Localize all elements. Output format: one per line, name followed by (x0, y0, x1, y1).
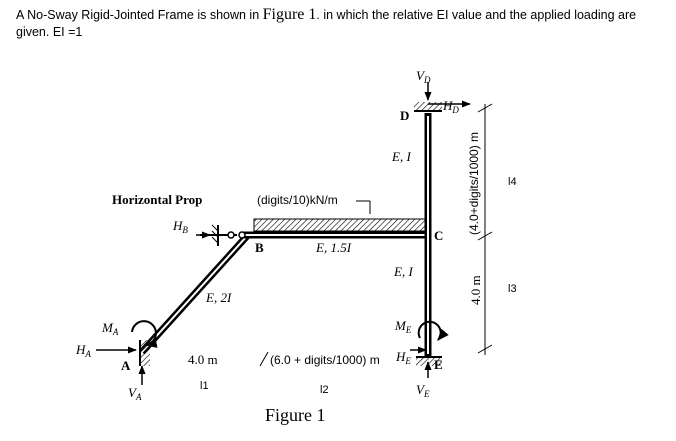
label-va: $V_A$ (128, 385, 142, 402)
label-ha: $H_A$ (76, 342, 91, 359)
label-node-e: E (434, 357, 443, 372)
label-member-ce: E, I (394, 264, 413, 279)
label-member-dc: E, I (392, 149, 411, 164)
label-ve: $V_E$ (416, 382, 430, 399)
label-l1: l1 (200, 380, 209, 392)
dim-upper: (4.0+digits/1000) m (467, 131, 481, 235)
problem-text-after: . in which the relative EI value and the applied loading are given. EI =1 (16, 8, 637, 39)
label-node-b: B (255, 240, 264, 255)
label-ma: $M_A$ (102, 320, 119, 337)
label-me: $M_E$ (395, 318, 412, 335)
label-node-a: A (121, 358, 131, 373)
label-load: (digits/10)kN/m (257, 193, 338, 207)
figure-reference: Figure 1 (262, 6, 317, 23)
dim-ab: 4.0 m (188, 352, 218, 367)
problem-text-before: A No-Sway Rigid-Jointed Frame is shown in (16, 8, 263, 22)
label-member-ab: E, 2I (206, 290, 232, 305)
label-member-bc: E, 1.5I (316, 240, 352, 255)
label-he: $H_E$ (396, 349, 411, 366)
figure-caption: Figure 1 (265, 405, 326, 425)
dim-lower: 4.0 m (468, 275, 483, 305)
diagram-labels (75, 68, 517, 425)
label-l3: l3 (508, 283, 517, 295)
label-horizontal-prop: Horizontal Prop (112, 192, 203, 207)
label-vd: $V_D$ (416, 68, 431, 85)
label-l2: l2 (320, 384, 329, 396)
label-node-c: C (434, 228, 444, 243)
label-hd: $H_D$ (443, 98, 459, 115)
label-node-d: D (400, 108, 410, 123)
label-l4: l4 (508, 176, 517, 188)
dim-bc: (6.0 + digits/1000) m (270, 353, 380, 367)
label-hb: $H_B$ (173, 218, 188, 235)
